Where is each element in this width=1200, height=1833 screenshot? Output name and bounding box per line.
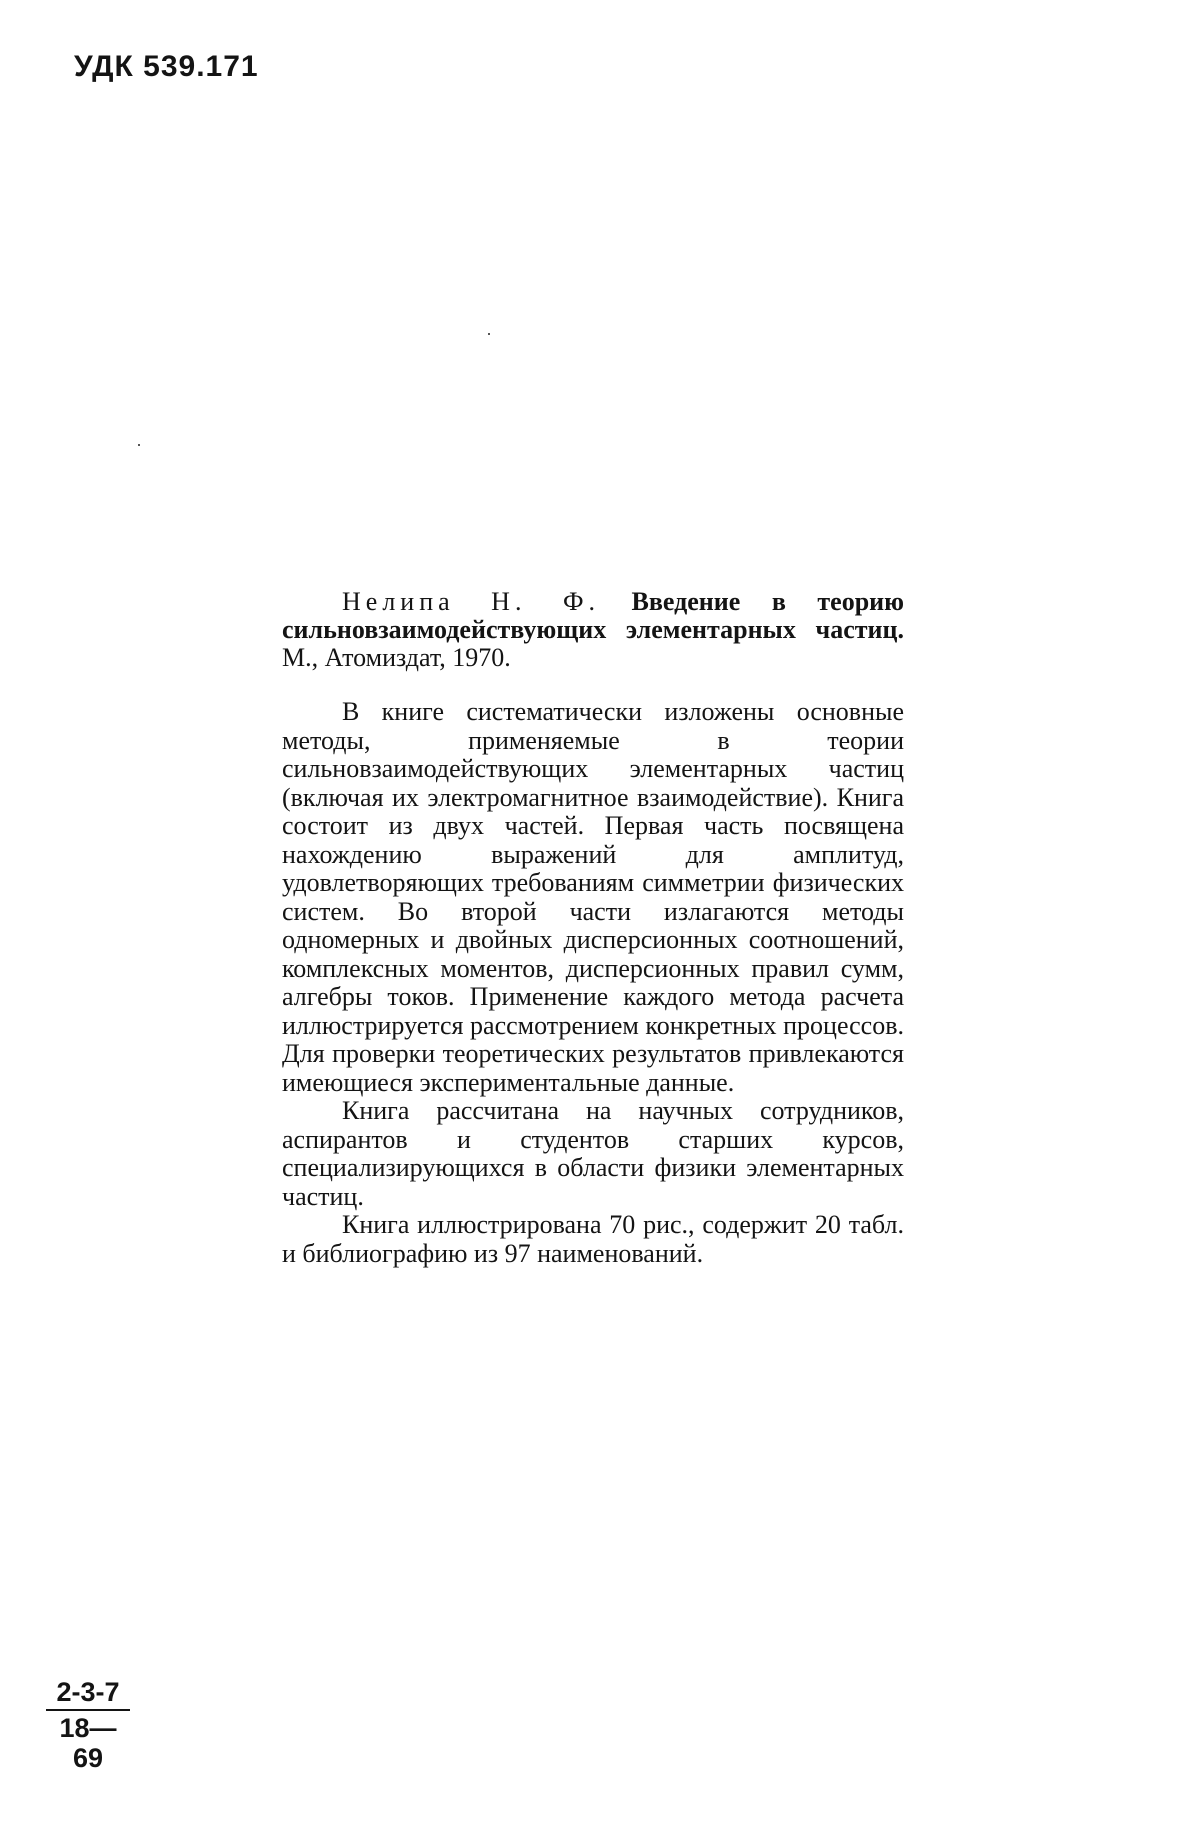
scan-speck: [488, 333, 490, 335]
udk-code: УДК 539.171: [74, 50, 259, 83]
catalog-card: [282, 588, 904, 1268]
book-title: Введение в теорию сильновзаимодействующих элементарных частиц.: [282, 587, 904, 644]
index-code-bottom: 18—69: [59, 1713, 117, 1773]
abstract-paragraph: Книга рассчитана на научных сотрудников, аспирантов и студентов старших курсов, специализирующихся в области физики элементарных частиц.: [282, 1096, 904, 1211]
scan-speck: [138, 444, 140, 446]
author-name: Нелипа Н. Ф.: [342, 587, 601, 616]
index-code: [46, 1677, 130, 1773]
index-code-top: 2-3-7: [46, 1677, 130, 1711]
imprint: М., Атомиздат, 1970.: [282, 643, 511, 672]
abstract-paragraph: В книге систематически изложены основные методы, применяемые в теории сильновзаимодействующих элементарных частиц (включая их электромагнитное взаимодействие). Книга состоит из двух частей. Первая часть посвящена нахождению выражений для амплитуд, удовлетворяющих требованиям симметрии физических систем. Во второй части излагаются методы одномерных и двойных дисперсионных соотношений, комплексных моментов, дисперсионных правил сумм, алгебры токов. Применение каждого метода расчета иллюстрируется рассмотрением конкретных процессов. Для проверки теоретических результатов привлекаются имеющиеся экспериментальные данные.: [282, 697, 904, 1097]
bibliographic-citation: [282, 588, 904, 672]
abstract-paragraph: Книга иллюстрирована 70 рис., содержит 20 табл. и библиографию из 97 наименований.: [282, 1210, 904, 1268]
